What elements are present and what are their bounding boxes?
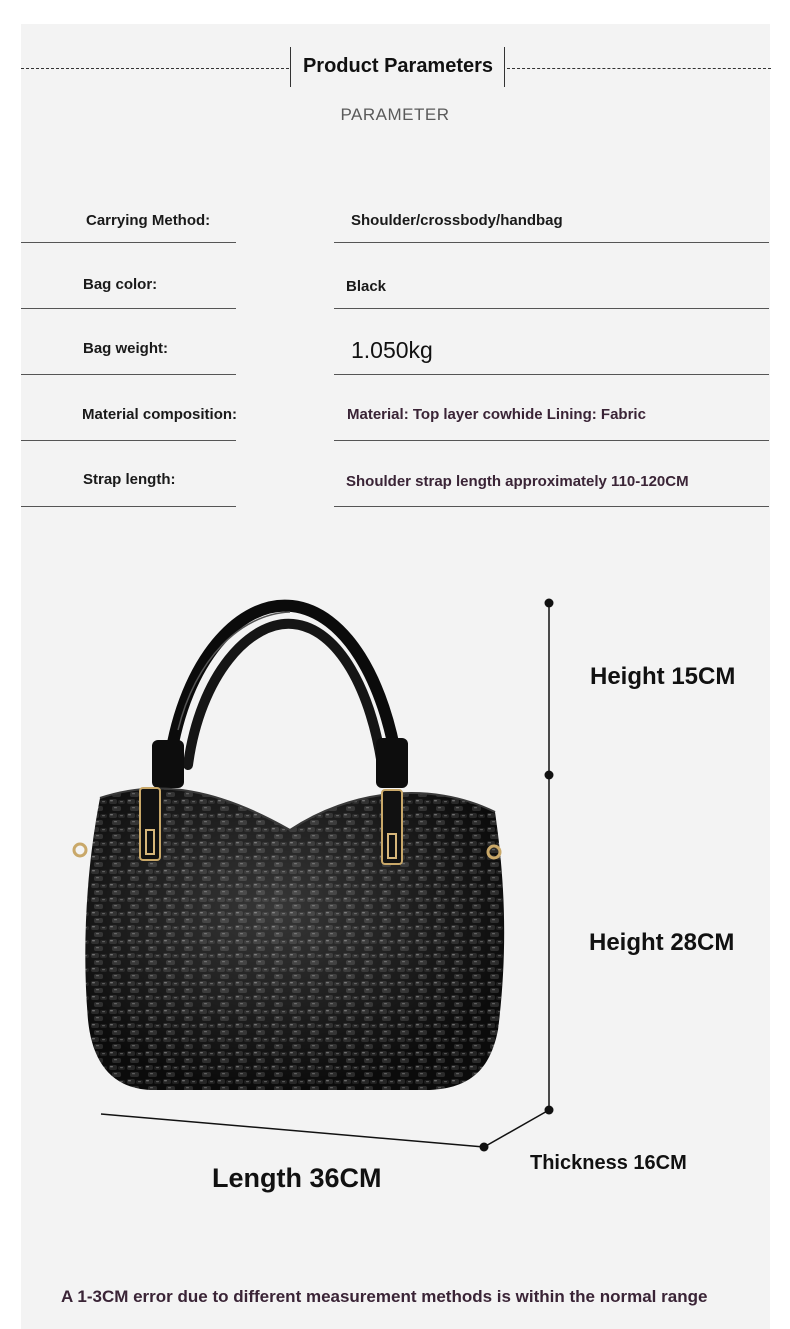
param-label-material: Material composition:: [82, 406, 238, 423]
param-value-bag-weight: 1.050kg: [351, 337, 433, 363]
buckle-left-icon: [140, 788, 160, 860]
dimension-body-height: Height 28CM: [589, 929, 735, 956]
param-label-carrying-method: Carrying Method:: [86, 212, 211, 229]
param-label-bag-weight: Bag weight:: [83, 340, 168, 357]
buckle-right-icon: [382, 790, 402, 864]
page-title: Product Parameters: [302, 55, 494, 77]
param-value-material: Material: Top layer cowhide Lining: Fabric: [347, 406, 646, 423]
param-label-strap-length: Strap length:: [83, 471, 176, 488]
dimension-thickness: Thickness 16CM: [530, 1152, 687, 1174]
param-value-carrying-method: Shoulder/crossbody/handbag: [351, 212, 563, 229]
param-value-bag-color: Black: [346, 278, 387, 295]
handle-tab-left: [152, 740, 184, 788]
dimension-handle-height: Height 15CM: [590, 663, 736, 690]
param-label-bag-color: Bag color:: [83, 276, 158, 293]
param-value-strap-length: Shoulder strap length approximately 110-120CM: [346, 473, 689, 490]
side-ring-left-icon: [74, 844, 86, 856]
bag-handles: [152, 606, 408, 788]
dimension-length: Length 36CM: [212, 1163, 382, 1193]
page-subtitle: PARAMETER: [340, 105, 450, 124]
measurement-note: A 1-3CM error due to different measurement methods is within the normal range: [61, 1287, 708, 1306]
handle-tab-right: [376, 738, 408, 788]
